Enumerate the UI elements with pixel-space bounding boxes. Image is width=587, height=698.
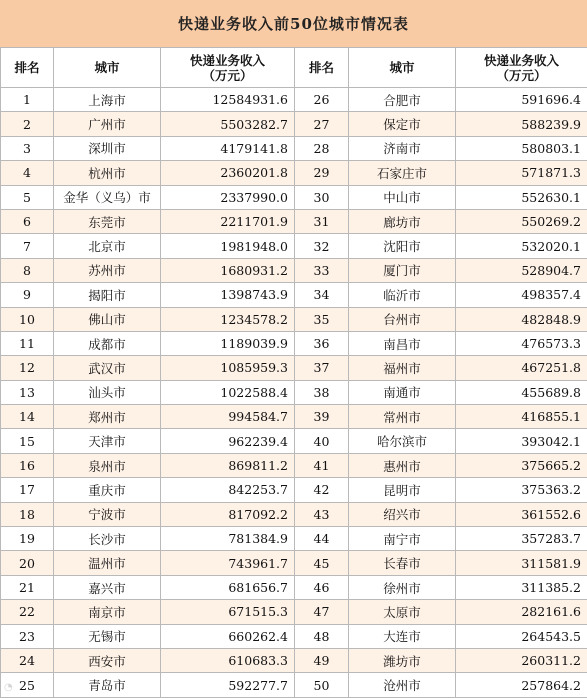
- rank-cell: 39: [295, 405, 349, 429]
- rank-cell: 1: [1, 88, 54, 112]
- city-cell: 揭阳市: [54, 283, 161, 307]
- revenue-cell: 467251.8: [456, 356, 587, 380]
- city-cell: 惠州市: [349, 453, 456, 477]
- rank-cell: 8: [1, 258, 54, 282]
- rank-cell: 18: [1, 502, 54, 526]
- city-cell: 大连市: [349, 624, 456, 648]
- table-row: [1, 405, 587, 429]
- city-cell: 徐州市: [349, 575, 456, 599]
- revenue-cell: 781384.9: [161, 527, 295, 551]
- revenue-cell: 588239.9: [456, 112, 587, 136]
- rank-cell: 22: [1, 600, 54, 624]
- city-cell: 汕头市: [54, 380, 161, 404]
- city-cell: 合肥市: [349, 88, 456, 112]
- city-cell: 武汉市: [54, 356, 161, 380]
- rank-cell: 6: [1, 209, 54, 233]
- rank-cell: 30: [295, 185, 349, 209]
- revenue-cell: 257864.2: [456, 673, 587, 697]
- city-cell: 宁波市: [54, 502, 161, 526]
- header-city-right: 城市: [349, 48, 456, 88]
- rank-cell: 29: [295, 161, 349, 185]
- rank-cell: 12: [1, 356, 54, 380]
- rank-cell: 5: [1, 185, 54, 209]
- rank-cell: 43: [295, 502, 349, 526]
- city-cell: 常州市: [349, 405, 456, 429]
- table-row: [1, 331, 587, 355]
- revenue-cell: 842253.7: [161, 478, 295, 502]
- header-rank: 排名: [1, 48, 54, 88]
- rank-cell: 11: [1, 331, 54, 355]
- rank-cell: 15: [1, 429, 54, 453]
- table-row: [1, 527, 587, 551]
- city-cell: 北京市: [54, 234, 161, 258]
- rank-cell: 41: [295, 453, 349, 477]
- header-revenue-right-line1: 快递业务收入: [456, 53, 587, 68]
- rank-cell: 25: [1, 673, 54, 697]
- city-cell: 廊坊市: [349, 209, 456, 233]
- rank-cell: 23: [1, 624, 54, 648]
- revenue-cell: 5503282.7: [161, 112, 295, 136]
- table-row: [1, 356, 587, 380]
- city-cell: 杭州市: [54, 161, 161, 185]
- revenue-cell: 361552.6: [456, 502, 587, 526]
- revenue-cell: 12584931.6: [161, 88, 295, 112]
- revenue-cell: 4179141.8: [161, 136, 295, 160]
- rank-cell: 3: [1, 136, 54, 160]
- city-cell: 嘉兴市: [54, 575, 161, 599]
- rank-cell: 36: [295, 331, 349, 355]
- city-cell: 天津市: [54, 429, 161, 453]
- city-cell: 苏州市: [54, 258, 161, 282]
- revenue-cell: 476573.3: [456, 331, 587, 355]
- revenue-cell: 1680931.2: [161, 258, 295, 282]
- table-row: [1, 161, 587, 185]
- city-cell: 太原市: [349, 600, 456, 624]
- city-cell: 沧州市: [349, 673, 456, 697]
- table-row: [1, 283, 587, 307]
- rank-cell: 33: [295, 258, 349, 282]
- city-cell: 沈阳市: [349, 234, 456, 258]
- revenue-cell: 817092.2: [161, 502, 295, 526]
- rank-cell: 37: [295, 356, 349, 380]
- city-cell: 哈尔滨市: [349, 429, 456, 453]
- revenue-cell: 550269.2: [456, 209, 587, 233]
- city-cell: 南昌市: [349, 331, 456, 355]
- city-cell: 福州市: [349, 356, 456, 380]
- city-revenue-table: [0, 47, 587, 698]
- rank-cell: 19: [1, 527, 54, 551]
- revenue-cell: 580803.1: [456, 136, 587, 160]
- revenue-cell: 671515.3: [161, 600, 295, 624]
- table-row: [1, 234, 587, 258]
- revenue-cell: 498357.4: [456, 283, 587, 307]
- table-row: [1, 429, 587, 453]
- header-rank-right: 排名: [295, 48, 349, 88]
- revenue-cell: 552630.1: [456, 185, 587, 209]
- rank-cell: 50: [295, 673, 349, 697]
- table-row: [1, 185, 587, 209]
- table-row: [1, 600, 587, 624]
- revenue-cell: 994584.7: [161, 405, 295, 429]
- rank-cell: 2: [1, 112, 54, 136]
- rank-cell: 9: [1, 283, 54, 307]
- rank-cell: 21: [1, 575, 54, 599]
- revenue-cell: 260311.2: [456, 648, 587, 672]
- header-revenue-line1: 快递业务收入: [161, 53, 294, 68]
- table-row: [1, 648, 587, 672]
- rank-cell: 34: [295, 283, 349, 307]
- city-cell: 泉州市: [54, 453, 161, 477]
- table-row: [1, 624, 587, 648]
- revenue-cell: 591696.4: [456, 88, 587, 112]
- city-cell: 临沂市: [349, 283, 456, 307]
- rank-cell: 20: [1, 551, 54, 575]
- revenue-cell: 571871.3: [456, 161, 587, 185]
- revenue-cell: 393042.1: [456, 429, 587, 453]
- revenue-cell: 1234578.2: [161, 307, 295, 331]
- table-row: [1, 136, 587, 160]
- rank-cell: 17: [1, 478, 54, 502]
- revenue-cell: 962239.4: [161, 429, 295, 453]
- city-cell: 潍坊市: [349, 648, 456, 672]
- rank-cell: 28: [295, 136, 349, 160]
- city-cell: 南宁市: [349, 527, 456, 551]
- city-cell: 无锡市: [54, 624, 161, 648]
- revenue-cell: 532020.1: [456, 234, 587, 258]
- revenue-cell: 660262.4: [161, 624, 295, 648]
- city-cell: 金华（义乌）市: [54, 185, 161, 209]
- revenue-cell: 375363.2: [456, 478, 587, 502]
- rank-cell: 32: [295, 234, 349, 258]
- revenue-cell: 610683.3: [161, 648, 295, 672]
- revenue-cell: 2211701.9: [161, 209, 295, 233]
- city-cell: 石家庄市: [349, 161, 456, 185]
- rank-cell: 14: [1, 405, 54, 429]
- rank-cell: 35: [295, 307, 349, 331]
- revenue-cell: 1398743.9: [161, 283, 295, 307]
- rank-cell: 40: [295, 429, 349, 453]
- rank-cell: 42: [295, 478, 349, 502]
- city-cell: 东莞市: [54, 209, 161, 233]
- rank-cell: 4: [1, 161, 54, 185]
- table-row: [1, 380, 587, 404]
- rank-cell: 10: [1, 307, 54, 331]
- revenue-cell: 264543.5: [456, 624, 587, 648]
- rank-cell: 7: [1, 234, 54, 258]
- table-row: [1, 551, 587, 575]
- city-cell: 中山市: [349, 185, 456, 209]
- header-city: 城市: [54, 48, 161, 88]
- city-cell: 广州市: [54, 112, 161, 136]
- city-cell: 厦门市: [349, 258, 456, 282]
- city-cell: 昆明市: [349, 478, 456, 502]
- table-row: [1, 258, 587, 282]
- revenue-cell: 528904.7: [456, 258, 587, 282]
- city-cell: 长沙市: [54, 527, 161, 551]
- revenue-cell: 592277.7: [161, 673, 295, 697]
- table-title: 快递业务收入前50位城市情况表: [0, 0, 587, 48]
- rank-cell: 26: [295, 88, 349, 112]
- revenue-cell: 357283.7: [456, 527, 587, 551]
- table-row: [1, 453, 587, 477]
- revenue-cell: 416855.1: [456, 405, 587, 429]
- revenue-cell: 311385.2: [456, 575, 587, 599]
- city-cell: 深圳市: [54, 136, 161, 160]
- revenue-cell: 869811.2: [161, 453, 295, 477]
- rank-cell: 38: [295, 380, 349, 404]
- city-cell: 郑州市: [54, 405, 161, 429]
- watermark-icon: ◔: [4, 682, 13, 693]
- table-row: [1, 502, 587, 526]
- table-row: [1, 673, 587, 697]
- table-row: [1, 307, 587, 331]
- rank-cell: 16: [1, 453, 54, 477]
- rank-cell: 45: [295, 551, 349, 575]
- revenue-cell: 1981948.0: [161, 234, 295, 258]
- table-row: [1, 575, 587, 599]
- rank-cell: 49: [295, 648, 349, 672]
- table-row: [1, 209, 587, 233]
- city-cell: 台州市: [349, 307, 456, 331]
- table-row: [1, 88, 587, 112]
- header-revenue: [161, 48, 295, 88]
- city-cell: 长春市: [349, 551, 456, 575]
- city-cell: 温州市: [54, 551, 161, 575]
- city-cell: 南通市: [349, 380, 456, 404]
- city-cell: 绍兴市: [349, 502, 456, 526]
- header-revenue-right: [456, 48, 587, 88]
- revenue-cell: 282161.6: [456, 600, 587, 624]
- revenue-cell: 681656.7: [161, 575, 295, 599]
- city-cell: 西安市: [54, 648, 161, 672]
- rank-cell: 47: [295, 600, 349, 624]
- table-row: [1, 478, 587, 502]
- revenue-cell: 1189039.9: [161, 331, 295, 355]
- city-cell: 保定市: [349, 112, 456, 136]
- revenue-cell: 455689.8: [456, 380, 587, 404]
- rank-cell: 31: [295, 209, 349, 233]
- city-cell: 南京市: [54, 600, 161, 624]
- city-cell: 济南市: [349, 136, 456, 160]
- revenue-cell: 2337990.0: [161, 185, 295, 209]
- revenue-cell: 482848.9: [456, 307, 587, 331]
- table-body: [1, 88, 587, 698]
- revenue-cell: 743961.7: [161, 551, 295, 575]
- city-cell: 成都市: [54, 331, 161, 355]
- table-row: [1, 112, 587, 136]
- city-cell: 上海市: [54, 88, 161, 112]
- rank-cell: 27: [295, 112, 349, 136]
- rank-cell: 44: [295, 527, 349, 551]
- rank-cell: 13: [1, 380, 54, 404]
- header-row: [1, 48, 587, 88]
- city-cell: 重庆市: [54, 478, 161, 502]
- header-revenue-line2: （万元）: [161, 68, 294, 83]
- revenue-cell: 1085959.3: [161, 356, 295, 380]
- rank-cell: 24: [1, 648, 54, 672]
- city-cell: 佛山市: [54, 307, 161, 331]
- rank-cell: 48: [295, 624, 349, 648]
- revenue-cell: 1022588.4: [161, 380, 295, 404]
- revenue-cell: 375665.2: [456, 453, 587, 477]
- revenue-cell: 2360201.8: [161, 161, 295, 185]
- city-cell: 青岛市: [54, 673, 161, 697]
- revenue-cell: 311581.9: [456, 551, 587, 575]
- rank-cell: 46: [295, 575, 349, 599]
- header-revenue-right-line2: （万元）: [456, 68, 587, 83]
